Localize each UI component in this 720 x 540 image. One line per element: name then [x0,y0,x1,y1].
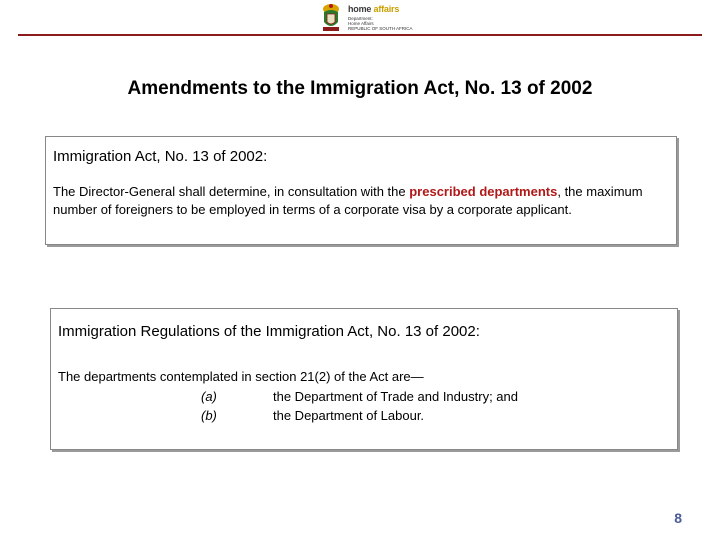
act-excerpt-box [45,136,677,245]
list-item-marker: (b) [201,408,217,423]
regulations-heading: Immigration Regulations of the Immigration Act, No. 13 of 2002: [58,323,480,340]
logo-line-department: Department: [348,16,373,21]
header-divider [18,34,702,36]
regulations-excerpt-box [50,308,678,450]
logo-line-home-affairs: Home Affairs [348,21,374,26]
act-excerpt-text-start: The Director-General shall determine, in consultation with the [53,184,410,199]
list-item-text: the Department of Labour. [273,408,425,423]
page-number: 8 [674,510,682,526]
list-item-text: the Department of Trade and Industry; and [273,389,518,404]
list-item-marker: (a) [201,389,217,404]
logo-wordmark: home affairs [348,4,400,14]
act-excerpt-text-end: , the maximum number of foreigners to be employed in terms of a corporate visa by a corporate applicant. [53,184,643,217]
home-affairs-logo [318,2,428,34]
coat-of-arms-icon [318,2,344,34]
prescribed-departments-highlight: prescribed departments [409,184,558,199]
logo-line-republic: REPUBLIC OF SOUTH AFRICA [348,26,413,31]
slide-title: Amendments to the Immigration Act, No. 13 of 2002 [127,78,593,99]
act-excerpt-heading: Immigration Act, No. 13 of 2002: [53,148,268,165]
regulations-intro: The departments contemplated in section 21(2) of the Act are— [58,369,424,384]
act-excerpt-body [53,183,653,219]
